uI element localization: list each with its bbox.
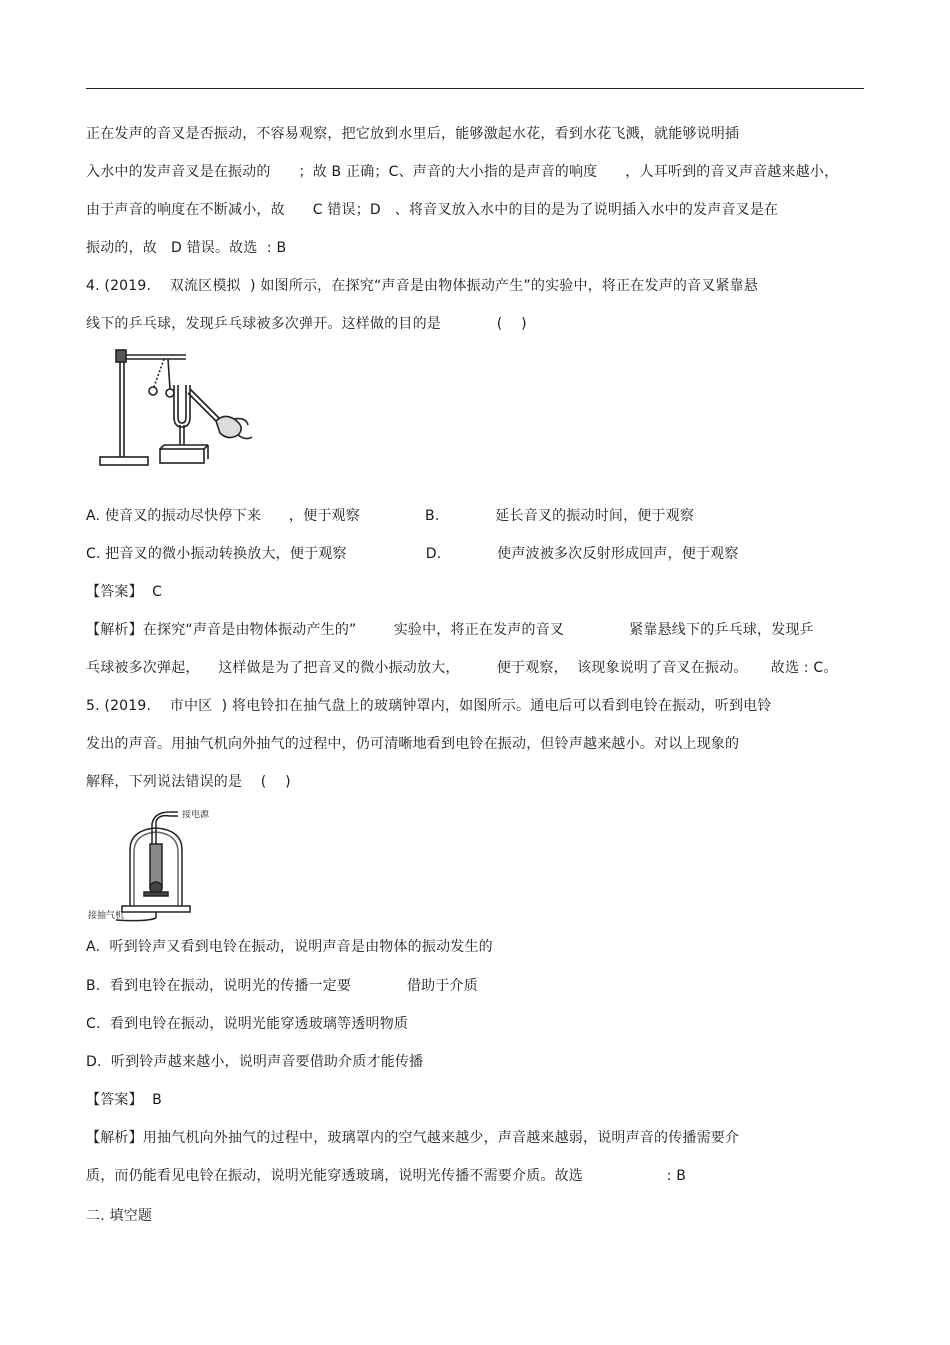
text-line: 振动的，故 D 错误。故选 : B [86, 240, 287, 256]
question-4-stem: 线下的乒乓球，发现乒乓球被多次弹开。这样做的目的是 ( ) [86, 316, 527, 332]
answer-4: 【答案】 C [86, 584, 163, 600]
analysis-4: 乓球被多次弹起， 这样做是为了把音叉的微小振动放大， 便于观察， 该现象说明了音叉在振动。 故选 : C。 [86, 660, 838, 676]
text-line: 入水中的发声音叉是在振动的 ；故 B 正确；C、声音的大小指的是声音的响度 ，人耳听到的音叉声音越来越小， [86, 164, 839, 180]
section-heading: 二. 填空题 [86, 1208, 153, 1224]
question-5-stem: 发出的声音。用抽气机向外抽气的过程中，仍可清晰地看到电铃在振动，但铃声越来越小。对以上现象的 [86, 736, 740, 752]
text-line: 由于声音的响度在不断减小，故 C 错误；D 、将音叉放入水中的目的是为了说明插入水中的发声音叉是在 [86, 202, 779, 218]
header-rule [86, 88, 864, 89]
option-5-a: A. 听到铃声又看到电铃在振动，说明声音是由物体的振动发生的 [86, 939, 493, 955]
option-4-ab: A. 使音叉的振动尽快停下来 ，便于观察 B. 延长音叉的振动时间，便于观察 [86, 508, 695, 524]
question-5-stem: 解释，下列说法错误的是 ( ) [86, 774, 291, 790]
option-5-d: D. 听到铃声越来越小，说明声音要借助介质才能传播 [86, 1054, 424, 1070]
question-5-stem: 5. (2019. 市中区 ) 将电铃扣在抽气盘上的玻璃钟罩内，如图所示。通电后可以看到电铃在振动，听到电铃 [86, 698, 772, 714]
option-4-cd: C. 把音叉的微小振动转换放大，便于观察 D. 使声波被多次反射形成回声，便于观察 [86, 546, 739, 562]
option-5-c: C. 看到电铃在振动，说明光能穿透玻璃等透明物质 [86, 1016, 409, 1032]
analysis-4: 【解析】在探究“声音是由物体振动产生的” 实验中，将正在发声的音叉 紧靠悬线下的乒乓球，发现乒 [86, 622, 814, 638]
answer-5: 【答案】 B [86, 1092, 162, 1108]
text-line: 正在发声的音叉是否振动，不容易观察，把它放到水里后，能够激起水花，看到水花飞溅，就能够说明插 [86, 126, 740, 142]
bell-label-power: 接电源 [182, 810, 210, 820]
option-5-b: B. 看到电铃在振动，说明光的传播一定要 借助于介质 [86, 978, 478, 994]
analysis-5: 【解析】用抽气机向外抽气的过程中，玻璃罩内的空气越来越少，声音越来越弱，说明声音的传播需要介 [86, 1130, 740, 1146]
tuning-fork-figure [96, 345, 256, 470]
analysis-5: 质，而仍能看见电铃在振动，说明光能穿透玻璃，说明光传播不需要介质。故选 : B [86, 1168, 687, 1184]
bell-label-pump: 接抽气机 [88, 911, 125, 921]
bell-jar-figure [86, 810, 236, 925]
question-4-stem: 4. (2019. 双流区模拟 ) 如图所示，在探究“声音是由物体振动产生”的实验中，将正在发声的音叉紧靠悬 [86, 278, 759, 294]
